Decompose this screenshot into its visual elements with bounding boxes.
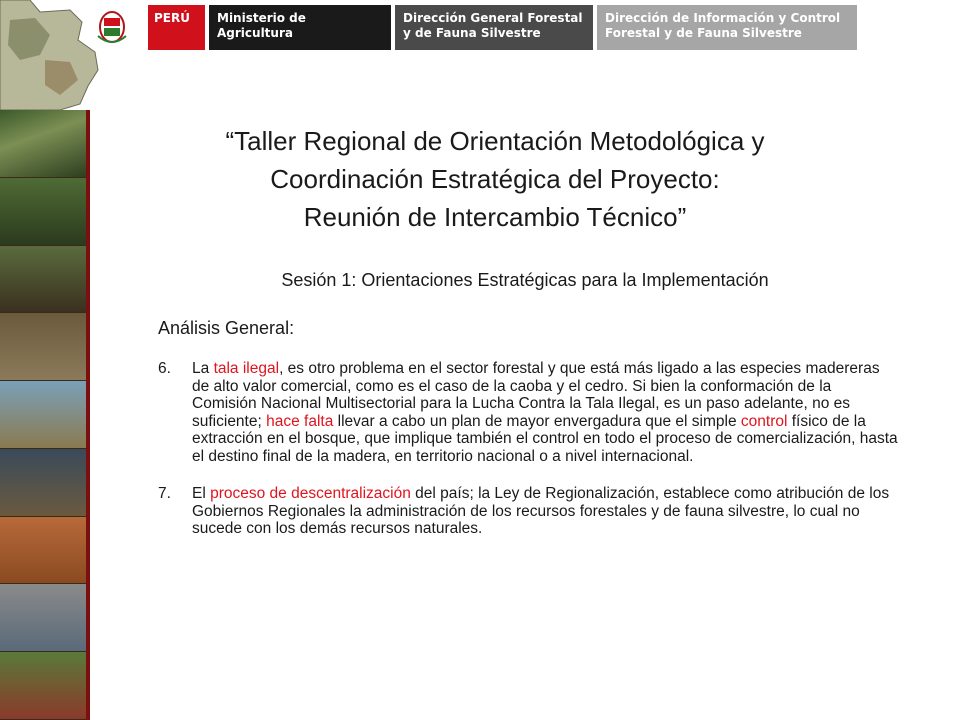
item-text: físico de la extracción en el bosque, que implique también el control en todo el proceso de comercialización, hasta el destino final de la madera, en territorio nacional o a nivel internacional. [192, 412, 898, 465]
session-subtitle: Sesión 1: Orientaciones Estratégicas para la Implementación [281, 270, 769, 290]
item-number: 6. [158, 360, 171, 377]
collage-border [86, 110, 90, 720]
header-peru: PERÚ [148, 5, 205, 50]
title-line-1: “Taller Regional de Orientación Metodológica y [225, 126, 765, 156]
header-dgffs: Dirección General Forestal y de Fauna Silvestre [395, 5, 593, 50]
item-text: llevar a cabo un plan de mayor envergadura que el simple [333, 412, 741, 430]
list-item [158, 360, 898, 465]
item-text: El [192, 485, 211, 502]
highlight-control: control [740, 412, 788, 430]
section-heading: Análisis General: [158, 318, 295, 338]
fauna-photo [0, 652, 86, 720]
peru-map-logo [0, 0, 140, 110]
item-text: La [192, 360, 214, 377]
item-text: , es otro problema en el sector forestal y que está más ligado a las especies madereras de alto valor comercial, como es el caso de la caoba y el cedro. Si bien la conformación de la Comisión Nacional Multisectorial para la Lucha Contra la Tala Ilegal, es un paso adelante, no es suficiente; [192, 360, 880, 430]
coat-of-arms-icon [98, 12, 126, 42]
forest-canopy-photo [0, 178, 86, 246]
sawmill-photo [0, 449, 86, 517]
item-number: 7. [158, 485, 171, 502]
header-ministry: Ministerio de Agricultura [209, 5, 391, 50]
analysis-points [158, 360, 898, 558]
list-item [158, 485, 898, 538]
header-dicffs: Dirección de Información y Control Forestal y de Fauna Silvestre [597, 5, 857, 50]
item-text: del país; la Ley de Regionalización, establece como atribución de los Gobiernos Regionales la administración de los recursos forestales y de fauna silvestre, lo cual no sucede con los demás recursos naturales. [192, 485, 890, 537]
highlight-tala-ilegal: tala ilegal [213, 360, 280, 377]
highlight-hace-falta: hace falta [266, 412, 334, 430]
river-barge-photo [0, 381, 86, 449]
forest-river-photo [0, 110, 86, 178]
title-line-2: Coordinación Estratégica del Proyecto: [270, 164, 720, 194]
logging-photo [0, 313, 86, 381]
forest-workers-photo [0, 246, 86, 314]
timber-stack-photo [0, 517, 86, 585]
photo-collage [0, 110, 86, 720]
container-photo [0, 584, 86, 652]
highlight-descentralizacion: proceso de descentralización [210, 485, 411, 502]
title-line-3: Reunión de Intercambio Técnico” [303, 202, 687, 232]
slide-title [100, 122, 890, 236]
header-bar [148, 5, 857, 50]
